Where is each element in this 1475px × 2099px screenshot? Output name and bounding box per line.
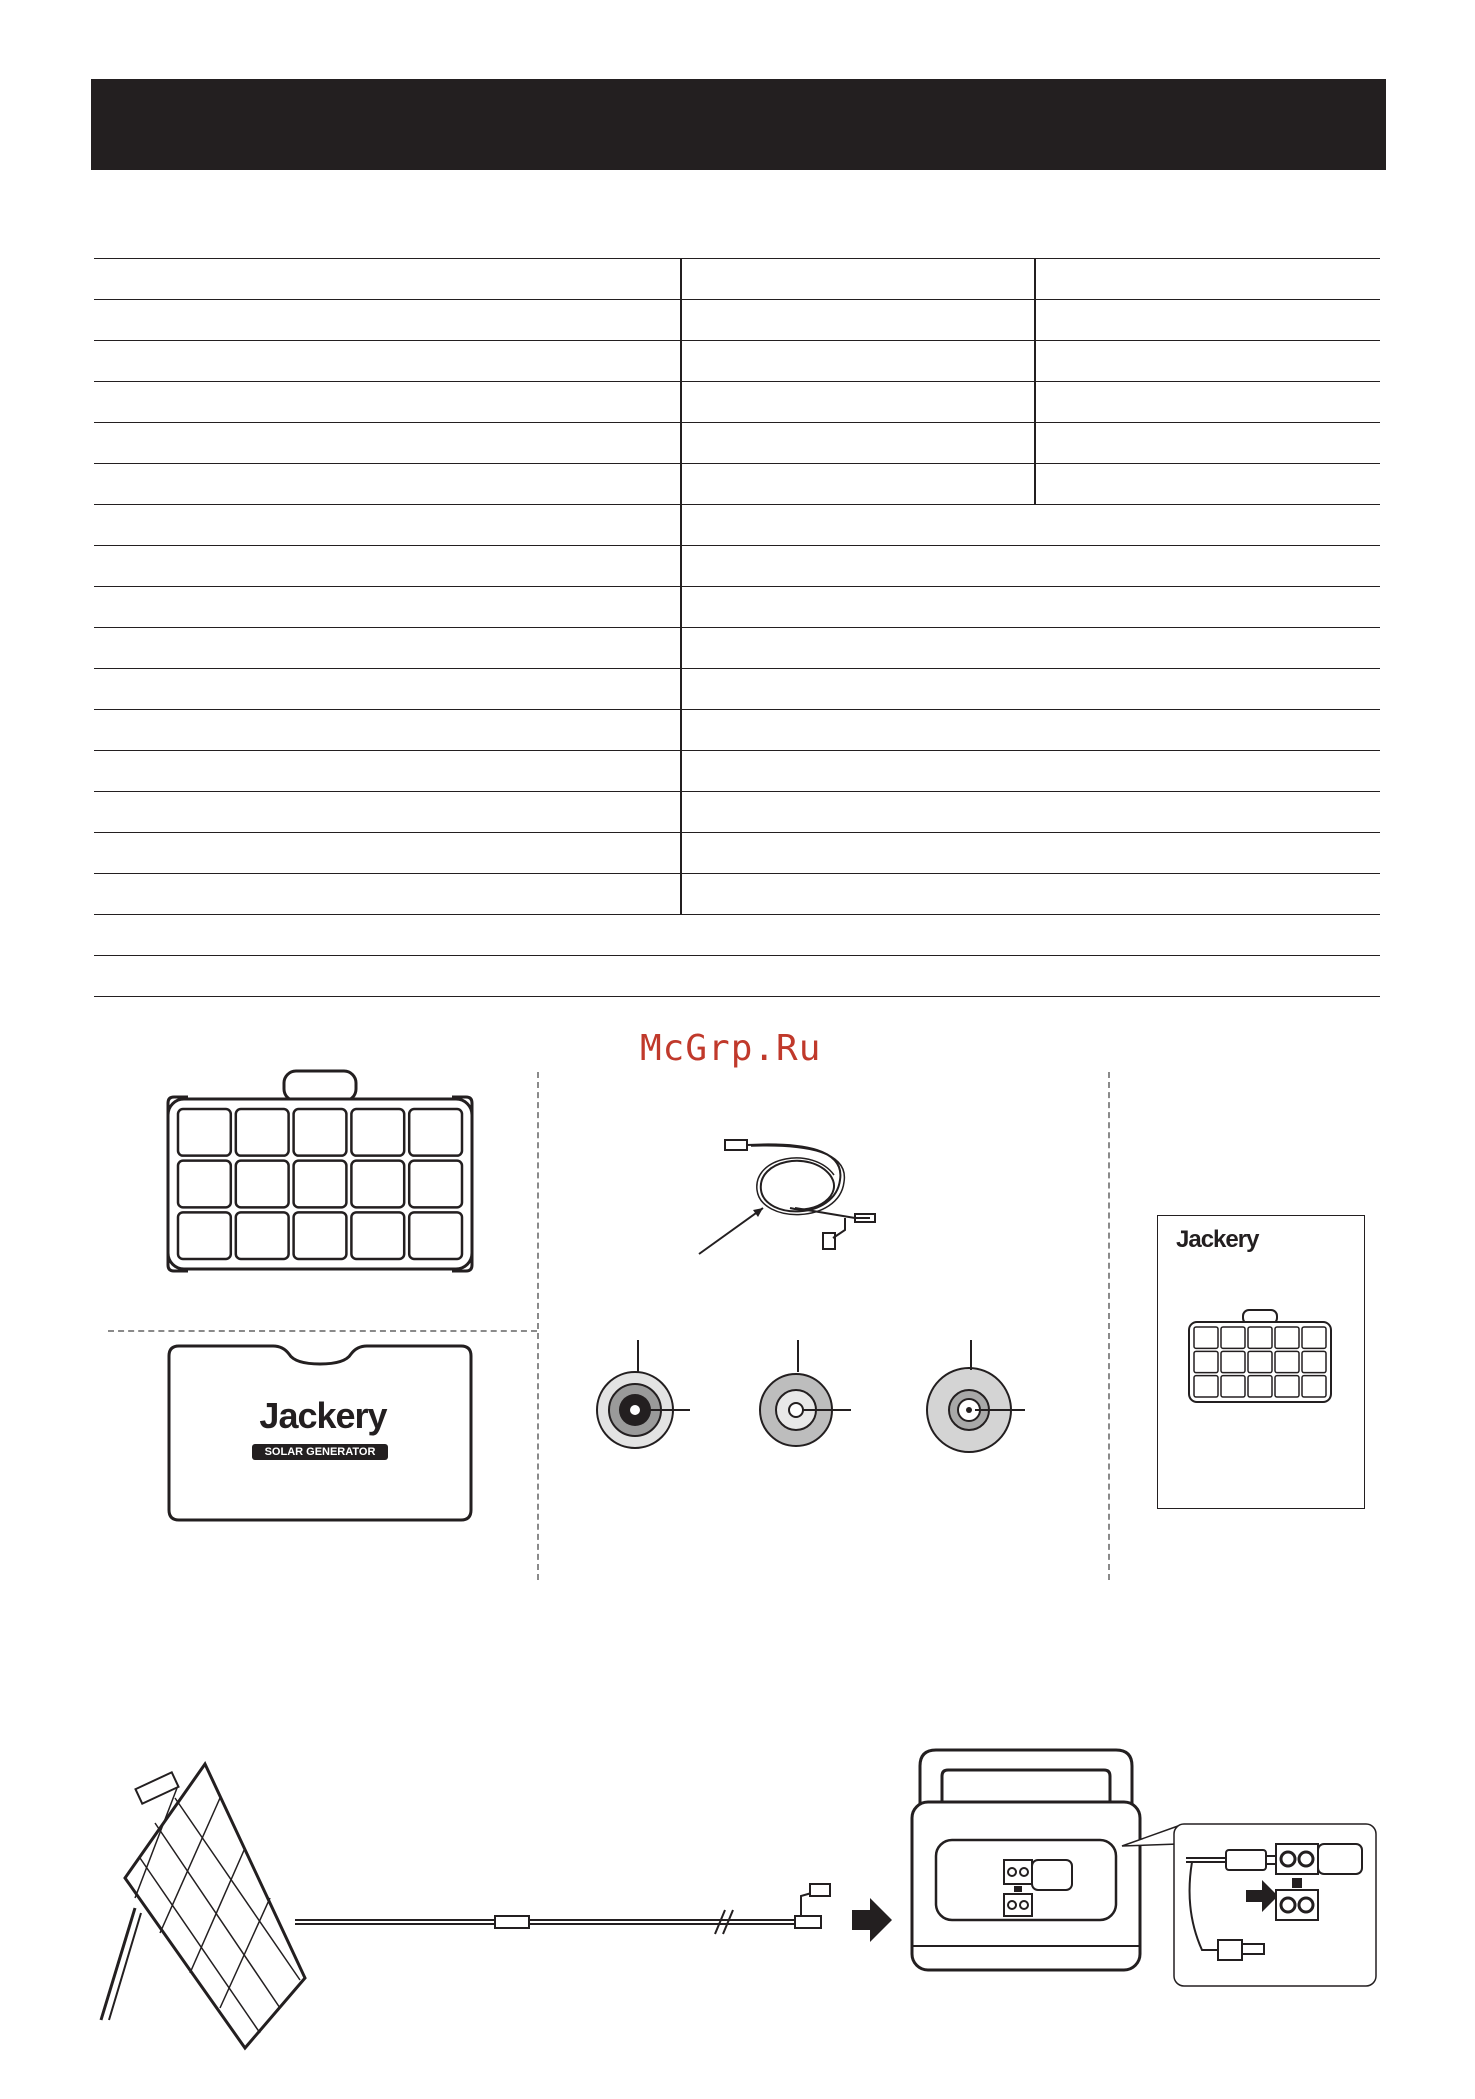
manual-brand-logo: Jackery: [1176, 1226, 1259, 1253]
table-row: [94, 463, 1380, 504]
table-row: [94, 299, 1380, 340]
arrow-icon: [852, 1898, 892, 1942]
table-row: [94, 422, 1380, 463]
section-header-bar: [91, 79, 1386, 170]
divider: [1108, 1072, 1110, 1580]
solar-panel-icon: [1185, 1308, 1335, 1408]
power-station-icon: [906, 1746, 1146, 1976]
table-row: [94, 914, 1380, 955]
table-row: [94, 381, 1380, 422]
table-row: [94, 873, 1380, 914]
spec-table: [94, 258, 1380, 997]
table-row: [94, 586, 1380, 627]
connector-icon: [595, 1340, 1045, 1450]
table-row: [94, 340, 1380, 381]
port-callout: [1118, 1820, 1380, 1990]
table-row: [94, 627, 1380, 668]
watermark-text: McGrp.Ru: [640, 1028, 822, 1069]
cable-icon: [695, 1120, 895, 1260]
pouch-subtitle: SOLAR GENERATOR: [252, 1444, 388, 1460]
table-row: [94, 832, 1380, 873]
pouch-brand-logo: Jackery: [259, 1395, 387, 1436]
table-row: [94, 791, 1380, 832]
table-row: [94, 709, 1380, 750]
table-row: [94, 504, 1380, 545]
divider: [108, 1330, 537, 1332]
table-row: [94, 955, 1380, 997]
solar-panel-icon: [160, 1065, 480, 1280]
table-row: [94, 750, 1380, 791]
table-row: [94, 668, 1380, 709]
table-row: [94, 258, 1380, 299]
cable-icon: [295, 1870, 845, 1950]
table-row: [94, 545, 1380, 586]
divider: [537, 1072, 539, 1580]
